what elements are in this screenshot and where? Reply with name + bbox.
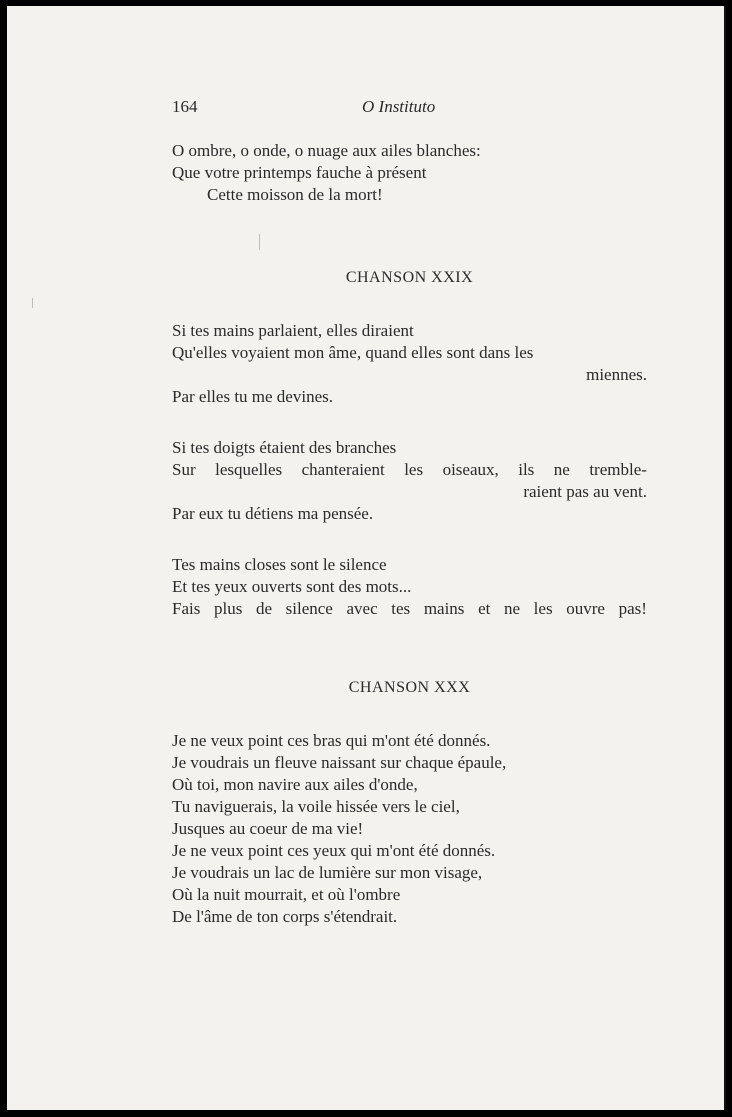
poem-line: O ombre, o onde, o nuage aux ailes blanches: xyxy=(172,141,481,160)
word: avec xyxy=(346,599,378,618)
poem-line-continuation: miennes. xyxy=(586,365,647,384)
word: oiseaux, xyxy=(442,460,499,479)
poem-line: Je ne veux point ces bras qui m'ont été donnés. xyxy=(172,731,491,750)
word: de xyxy=(255,599,273,618)
word: les xyxy=(404,460,424,479)
poem-line-justified xyxy=(172,459,647,481)
chanson-29-stanza-3 xyxy=(172,554,647,620)
word: ne xyxy=(553,460,570,479)
scanned-page xyxy=(7,6,726,1110)
word: mains xyxy=(423,599,465,618)
journal-title: O Instituto xyxy=(362,97,436,116)
poem-line: De l'âme de ton corps s'étendrait. xyxy=(172,907,398,926)
poem-line: Tu naviguerais, la voile hissée vers le ciel, xyxy=(172,797,460,816)
word: silence xyxy=(285,599,333,618)
poem-line: Si tes doigts étaient des branches xyxy=(172,438,397,457)
word: pas! xyxy=(618,599,647,618)
poem-line: Tes mains closes sont le silence xyxy=(172,555,387,574)
word: ouvre xyxy=(566,599,605,618)
poem-line: Par elles tu me devines. xyxy=(172,387,333,406)
chanson-30-title: CHANSON XXX xyxy=(348,679,471,696)
word: et xyxy=(478,599,491,618)
word: chanteraient xyxy=(301,460,385,479)
poem-line: Je voudrais un lac de lumière sur mon visage, xyxy=(172,863,483,882)
poem-line: Par eux tu détiens ma pensée. xyxy=(172,504,374,523)
poem-line-continuation: raient pas au vent. xyxy=(523,482,647,501)
poem-line: Si tes mains parlaient, elles diraient xyxy=(172,321,414,340)
poem-line: Et tes yeux ouverts sont des mots... xyxy=(172,577,412,596)
word: Fais xyxy=(172,599,201,618)
scan-mark xyxy=(259,234,260,250)
word: les xyxy=(533,599,553,618)
poem-line: Je voudrais un fleuve naissant sur chaque épaule, xyxy=(172,753,507,772)
poem-line-justified xyxy=(172,598,647,620)
poem-line: Où la nuit mourrait, et où l'ombre xyxy=(172,885,401,904)
chanson-30-stanza xyxy=(172,730,506,928)
word: tes xyxy=(391,599,411,618)
scan-mark xyxy=(32,298,33,308)
intro-stanza xyxy=(172,140,481,206)
word: Sur xyxy=(172,460,196,479)
chanson-29-stanza-1 xyxy=(172,320,647,408)
chanson-29-title: CHANSON XXIX xyxy=(345,269,474,286)
word: ils xyxy=(518,460,535,479)
page-number: 164 xyxy=(172,97,198,116)
chanson-29-stanza-2 xyxy=(172,437,647,525)
poem-line: Cette moisson de la mort! xyxy=(207,185,383,204)
poem-line: Où toi, mon navire aux ailes d'onde, xyxy=(172,775,418,794)
poem-line: Je ne veux point ces yeux qui m'ont été donnés. xyxy=(172,841,496,860)
word: plus xyxy=(213,599,243,618)
word: ne xyxy=(503,599,521,618)
word: tremble- xyxy=(589,460,647,479)
word: lesquelles xyxy=(215,460,283,479)
poem-line: Que votre printemps fauche à présent xyxy=(172,163,427,182)
poem-line: Qu'elles voyaient mon âme, quand elles sont dans les xyxy=(172,343,534,362)
poem-line: Jusques au coeur de ma vie! xyxy=(172,819,364,838)
